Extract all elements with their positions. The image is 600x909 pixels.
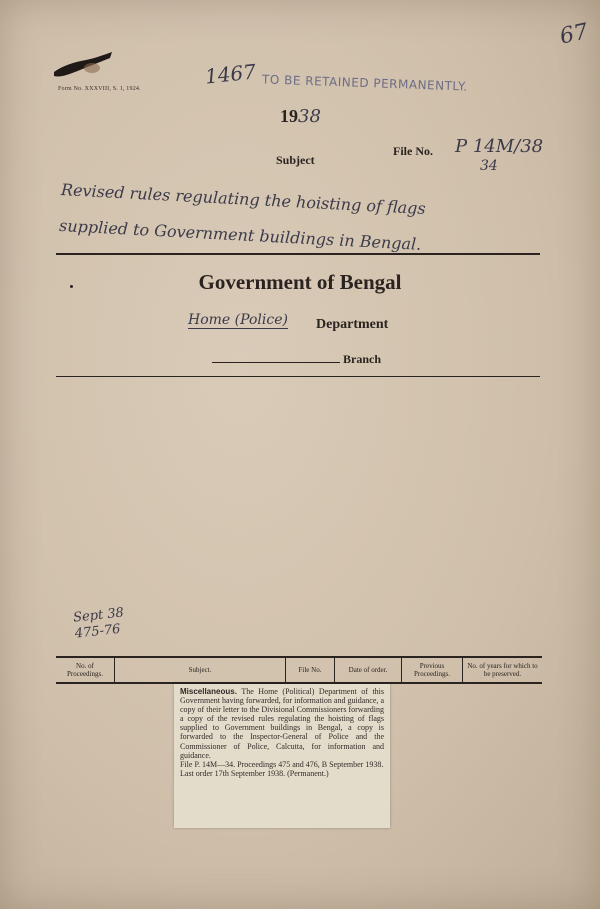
slip-last-order: Last order 17th September 1938. (Permanent.): [180, 768, 329, 778]
col-file-no: File No.: [286, 657, 335, 683]
register-header-row: [56, 657, 542, 683]
form-number: Form No. XXXVIII, S. 1, 1924.: [58, 86, 141, 92]
year-handwritten: 38: [298, 106, 321, 127]
divider-middle: [56, 376, 540, 377]
col-proceedings: No. of Proceedings.: [56, 657, 115, 683]
branch-blank-line: [212, 362, 340, 363]
col-previous-proceedings: Previous Proceedings.: [402, 657, 463, 683]
government-title: Government of Bengal: [198, 270, 402, 294]
branch-label: Branch: [343, 352, 382, 366]
corner-page-number: 67: [557, 19, 591, 50]
year-field: [280, 106, 321, 127]
slip-text: The Home (Political) Department of this Government having forwarded, for information and guidance, a copy of their letter to the Divisional Commissioners forwarding a copy of the revised rules regulating the hoisting of flags supplied to Government buildings in Bengal, a copy is forwarded to the Inspector-General of Police and the Commissioner of Police, Calcutta, for information and guidance.: [180, 687, 385, 760]
file-number-sub: 34: [480, 158, 498, 174]
subject-label: Subject: [276, 153, 315, 167]
slip-file-line: File P. 14M—34. Proceedings 475 and 476, B September 1938.: [180, 759, 384, 769]
slip-heading: Miscellaneous.: [180, 687, 237, 696]
slip-body: [180, 687, 384, 760]
year-printed: 19: [280, 106, 298, 126]
department-label: Department: [316, 317, 389, 332]
divider-top: [56, 253, 540, 255]
proceedings-note-line-2: 475-76: [74, 621, 122, 642]
department-handwritten: Home (Police): [188, 312, 288, 328]
retention-stamp: TO BE RETAINED PERMANENTLY.: [261, 72, 468, 94]
file-number-value: P 14M/38: [455, 136, 544, 157]
pasted-proceedings-slip: [174, 684, 390, 828]
col-subject: Subject.: [115, 657, 286, 683]
col-years-preserved: No. of years for which to be preserved.: [463, 657, 543, 683]
ink-blot-decoration: [52, 50, 114, 80]
handwritten-file-number: 1467: [203, 59, 258, 89]
proceedings-note-line-1: Sept 38: [72, 605, 125, 626]
subject-line-1: Revised rules regulating the hoisting of flags: [60, 179, 427, 219]
proceedings-register-table: [56, 656, 542, 684]
col-date-of-order: Date of order.: [335, 657, 402, 683]
subject-line-2: supplied to Government buildings in Bengal.: [58, 215, 422, 254]
proceedings-handwritten-note: [72, 605, 126, 642]
file-number-label: File No.: [393, 144, 433, 158]
